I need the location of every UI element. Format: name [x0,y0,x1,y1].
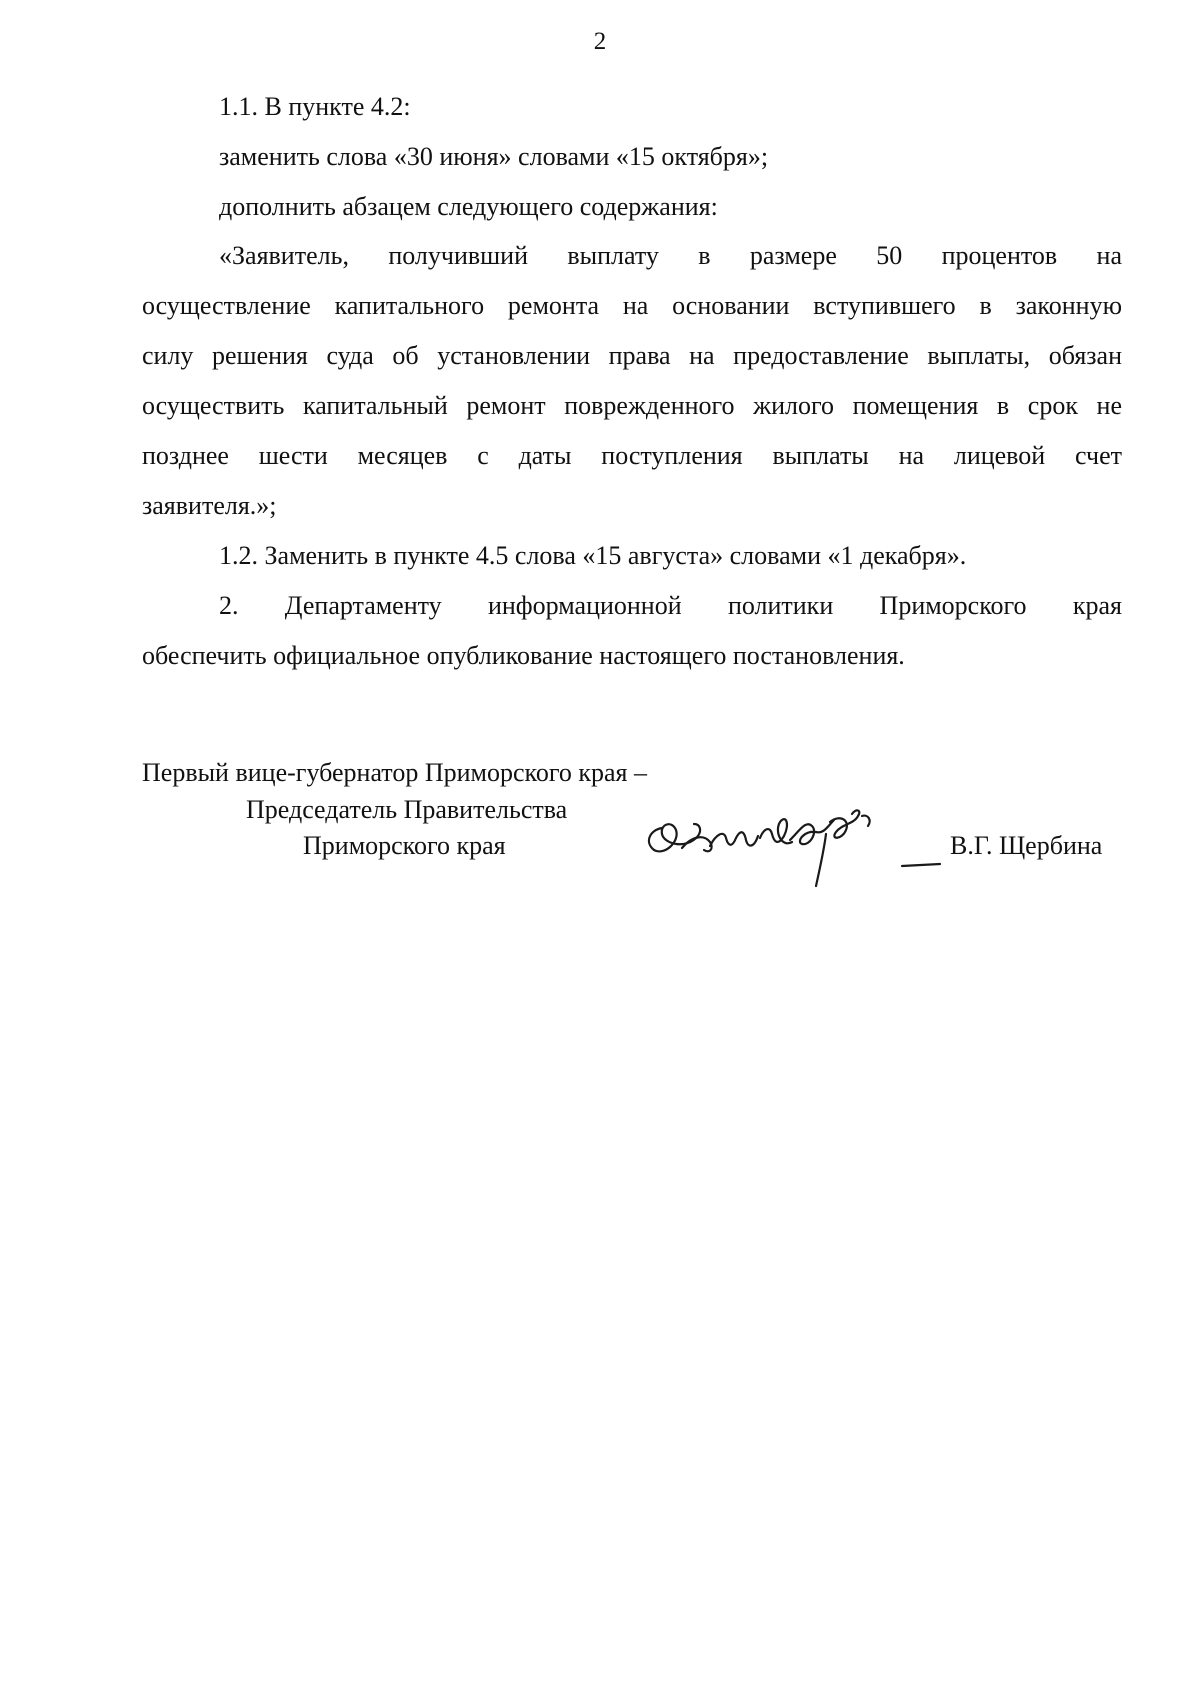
quote-line-1: «Заявитель, получивший выплату в размере 50 процентов на [219,241,1122,270]
signatory-name: В.Г. Щербина [950,831,1103,860]
paragraph-1-heading: 1.1. В пункте 4.2: [219,92,411,121]
handwritten-signature [640,790,960,900]
signatory-title-line-2: Председатель Правительства [246,795,568,824]
quote-line-4: осуществить капитальный ремонт поврежденного жилого помещения в срок не [142,391,1122,420]
quote-line-2: осуществление капитального ремонта на основании вступившего в законную [142,291,1122,320]
page-number: 2 [593,28,607,55]
quote-line-6: заявителя.»; [142,491,277,520]
paragraph-3-line-1: 2. Департаменту информационной политики Приморского края [219,591,1122,620]
quote-line-5: позднее шести месяцев с даты поступления выплаты на лицевой счет [142,441,1122,470]
paragraph-3-line-2: обеспечить официальное опубликование настоящего постановления. [142,641,905,670]
paragraph-1-replace: заменить слова «30 июня» словами «15 октября»; [219,142,769,171]
signatory-title-line-1: Первый вице-губернатор Приморского края – [142,758,647,787]
paragraph-2: 1.2. Заменить в пункте 4.5 слова «15 августа» словами «1 декабря». [219,541,967,570]
paragraph-1-add: дополнить абзацем следующего содержания: [219,192,718,221]
signatory-title-line-3: Приморского края [303,831,506,860]
quote-line-3: силу решения суда об установлении права на предоставление выплаты, обязан [142,341,1122,370]
